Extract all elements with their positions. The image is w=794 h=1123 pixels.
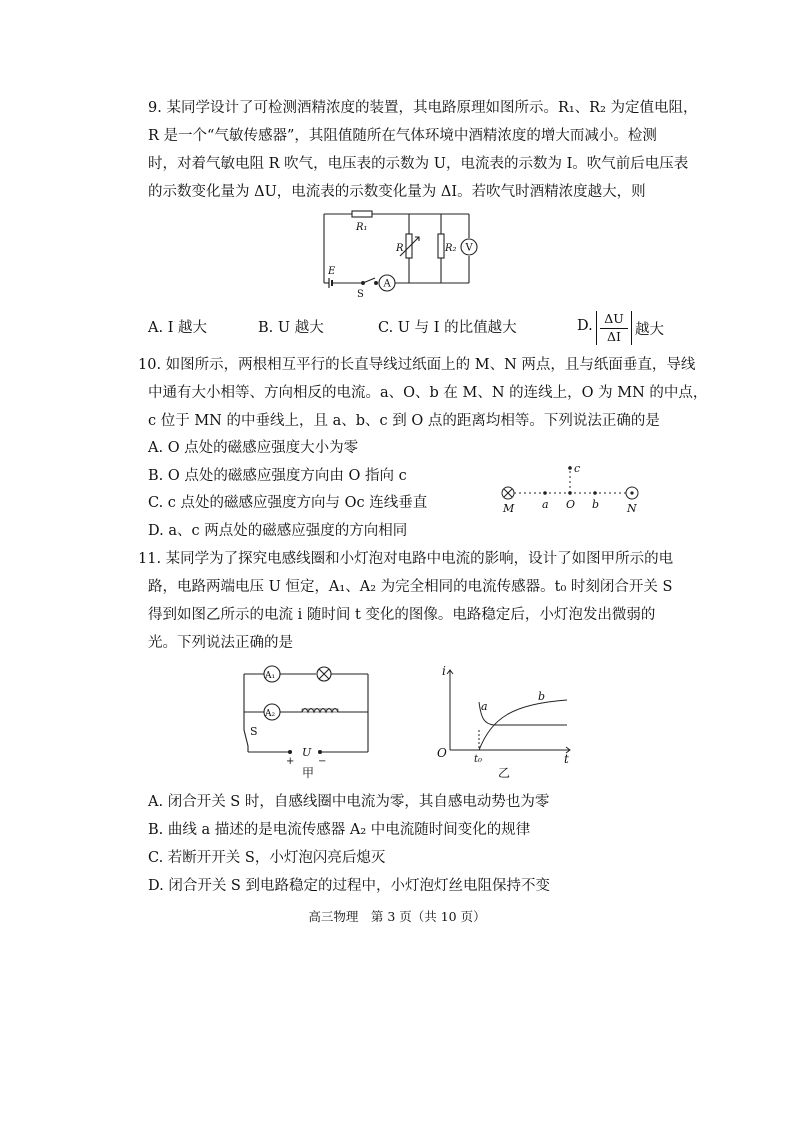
q9-option-d-numerator: ΔU: [604, 311, 624, 326]
label-r2: R₂: [445, 243, 457, 254]
q9-circuit-diagram: [320, 208, 490, 300]
q9-option-c: C. U 与 I 的比值越大: [378, 320, 517, 336]
q11-option-d: D. 闭合开关 S 到电路稳定的过程中，小灯泡灯丝电阻保持不变: [148, 878, 550, 894]
q11-line-3: 得到如图乙所示的电流 i 随时间 t 变化的图像。电路稳定后，小灯泡发出微弱的: [148, 607, 656, 623]
label-m: M: [503, 502, 515, 515]
label-c: c: [574, 462, 581, 475]
curve-a-label: a: [481, 700, 488, 713]
gas-sensor-resistor: [406, 234, 412, 258]
q9-option-d-suffix: 越大: [635, 322, 664, 338]
label-s: S: [250, 725, 258, 738]
axis-label-i: i: [442, 664, 446, 678]
q10-option-a: A. O 点处的磁感应强度大小为零: [148, 440, 359, 456]
r1-resistor: [352, 211, 372, 217]
label-a2: A₂: [265, 709, 276, 719]
label-t0: t₀: [474, 754, 483, 765]
label-u: U: [302, 746, 312, 759]
q9-line-1: 9. 某同学设计了可检测酒精浓度的装置，其电路原理如图所示。R₁、R₂ 为定值电阻，: [148, 100, 698, 116]
q11-circuit-jia: [238, 660, 378, 780]
q9-line-3: 时，对着气敏电阻 R 吹气，电压表的示数为 U，电流表的示数为 I。吹气前后电压表: [148, 156, 689, 172]
label-plus: +: [286, 756, 295, 767]
q9-option-d-denominator: ΔI: [607, 329, 621, 344]
label-r: R: [396, 243, 404, 254]
q11-line-1: 11. 某同学为了探究电感线圈和小灯泡对电路中电流的影响，设计了如图甲所示的电: [138, 551, 674, 567]
point-a: [543, 491, 547, 495]
q11-option-a: A. 闭合开关 S 时，自感线圈中电流为零，其自感电动势也为零: [148, 794, 550, 810]
label-r1: R₁: [356, 222, 368, 233]
label-e: E: [328, 266, 336, 277]
page-footer: 高三物理 第 3 页（共 10 页）: [308, 909, 486, 924]
label-s: S: [357, 289, 364, 300]
q10-line-3: c 位于 MN 的中垂线上，且 a、b、c 到 O 点的距离均相等。下列说法正确的是: [148, 413, 660, 429]
q10-magnetic-field-diagram: [495, 458, 645, 518]
q9-option-b: B. U 越大: [258, 320, 324, 336]
label-n: N: [627, 502, 637, 515]
curve-a: [479, 702, 567, 725]
q10-line-1: 10. 如图所示，两根相互平行的长直导线过纸面上的 M、N 两点，且与纸面垂直，导线: [138, 357, 696, 373]
r2-resistor: [438, 234, 444, 258]
curve-b-label: b: [538, 690, 546, 703]
q11-line-4: 光。下列说法正确的是: [148, 635, 293, 651]
q11-option-b: B. 曲线 a 描述的是电流传感器 A₂ 中电流随时间变化的规律: [148, 822, 531, 838]
point-c: [568, 466, 572, 470]
label-o: O: [566, 498, 576, 511]
caption-jia: 甲: [302, 766, 315, 780]
q11-current-time-graph: [432, 660, 582, 780]
label-b: b: [592, 498, 600, 511]
label-v: V: [465, 242, 473, 254]
caption-yi: 乙: [498, 766, 511, 780]
origin-label: O: [437, 746, 447, 760]
q9-line-4: 的示数变化量为 ΔU，电流表的示数变化量为 ΔI。若吹气时酒精浓度越大，则: [148, 184, 646, 200]
q9-option-d-prefix: D.: [577, 318, 593, 334]
q10-option-d: D. a、c 两点处的磁感应强度的方向相同: [148, 523, 408, 539]
label-a: a: [542, 498, 549, 511]
point-b: [593, 491, 597, 495]
q10-option-c: C. c 点处的磁感应强度方向与 Oc 连线垂直: [148, 495, 428, 511]
point-o: [568, 491, 572, 495]
q10-option-b: B. O 点处的磁感应强度方向由 O 指向 c: [148, 468, 407, 484]
q11-line-2: 路，电路两端电压 U 恒定，A₁、A₂ 为完全相同的电流传感器。t₀ 时刻闭合开关 S: [148, 579, 673, 595]
q9-option-a: A. I 越大: [148, 320, 208, 336]
label-a1: A₁: [265, 671, 276, 681]
axis-label-t: t: [564, 752, 569, 766]
q10-line-2: 中通有大小相等、方向相反的电流。a、O、b 在 M、N 的连线上，O 为 MN 的中点，: [148, 385, 708, 401]
q9-line-2: R 是一个“气敏传感器”，其阻值随所在气体环境中酒精浓度的增大而减小。检测: [148, 128, 657, 144]
label-a: A: [383, 278, 391, 290]
q11-option-c: C. 若断开开关 S，小灯泡闪亮后熄灭: [148, 850, 386, 866]
label-minus: −: [318, 756, 327, 767]
